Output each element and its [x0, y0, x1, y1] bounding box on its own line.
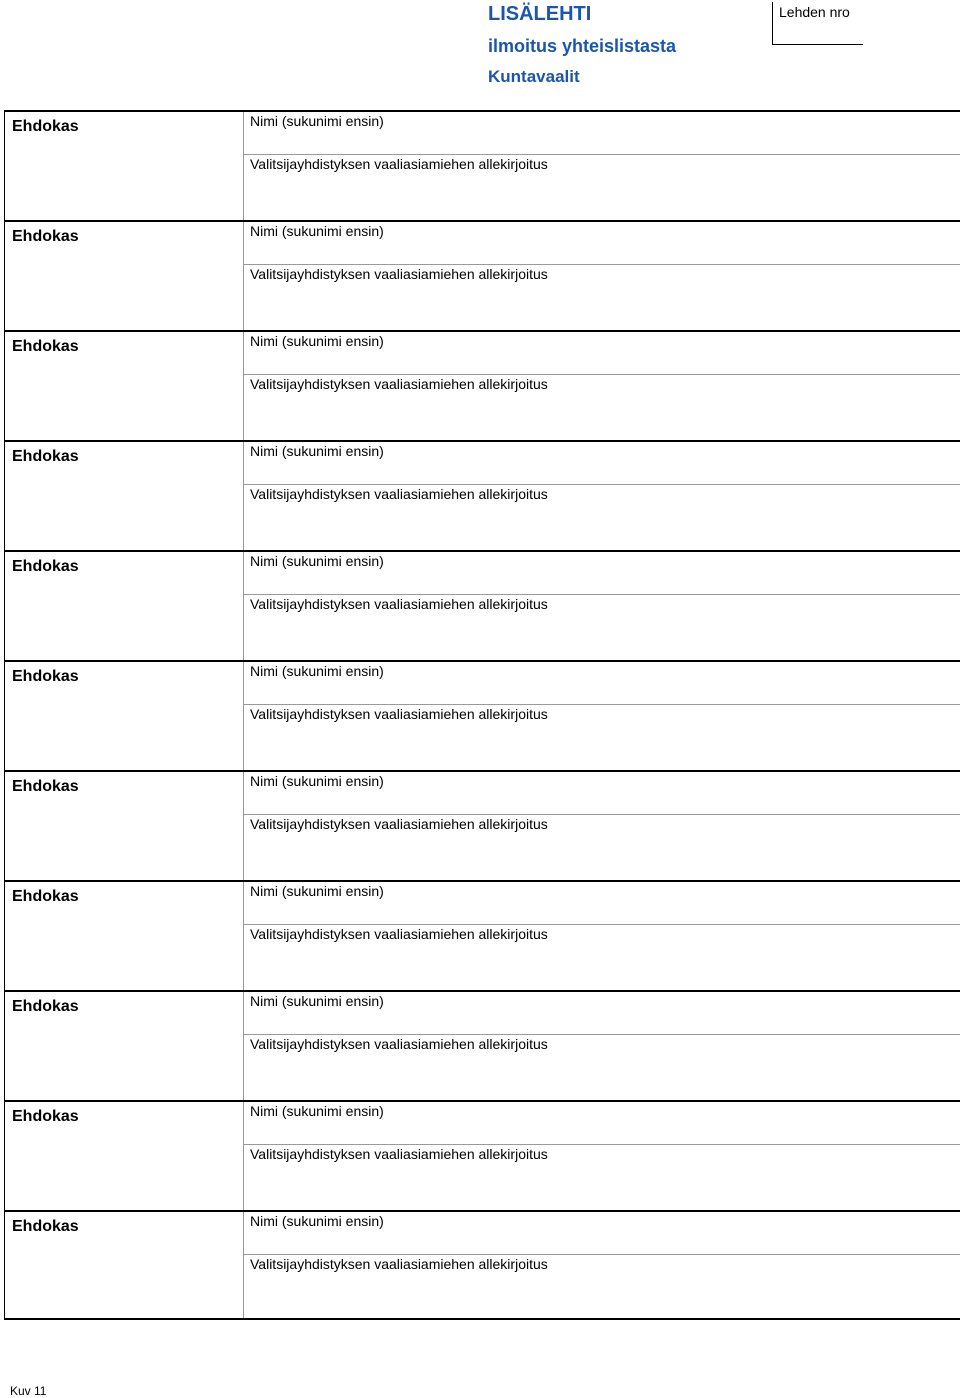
field-divider [243, 814, 960, 815]
field-divider [243, 704, 960, 705]
signature-field-label: Valitsijayhdistyksen vaaliasiamiehen allekirjoitus [250, 706, 548, 722]
candidate-label: Ehdokas [12, 558, 79, 575]
name-field-label: Nimi (sukunimi ensin) [250, 1103, 384, 1119]
field-divider [243, 1144, 960, 1145]
field-divider [243, 924, 960, 925]
field-divider [243, 1034, 960, 1035]
name-field-label: Nimi (sukunimi ensin) [250, 443, 384, 459]
signature-field-label: Valitsijayhdistyksen vaaliasiamiehen allekirjoitus [250, 486, 548, 502]
column-divider [243, 112, 244, 220]
candidate-label: Ehdokas [12, 448, 79, 465]
candidate-row [4, 330, 960, 440]
candidate-row [4, 880, 960, 990]
field-divider [243, 1254, 960, 1255]
name-field-label: Nimi (sukunimi ensin) [250, 553, 384, 569]
form-subtitle: ilmoitus yhteislistasta [488, 36, 677, 56]
field-divider [243, 374, 960, 375]
field-divider [243, 594, 960, 595]
signature-field-label: Valitsijayhdistyksen vaaliasiamiehen allekirjoitus [250, 926, 548, 942]
sheet-number-field[interactable] [772, 2, 863, 45]
field-divider [243, 264, 960, 265]
candidate-label: Ehdokas [12, 778, 79, 795]
name-field-label: Nimi (sukunimi ensin) [250, 883, 384, 899]
column-divider [243, 772, 244, 880]
candidate-label: Ehdokas [12, 1108, 79, 1125]
signature-field-label: Valitsijayhdistyksen vaaliasiamiehen allekirjoitus [250, 596, 548, 612]
candidate-label: Ehdokas [12, 118, 79, 135]
signature-field-label: Valitsijayhdistyksen vaaliasiamiehen allekirjoitus [250, 1036, 548, 1052]
candidate-row [4, 440, 960, 550]
name-field-label: Nimi (sukunimi ensin) [250, 663, 384, 679]
form-code: Kuv 11 [10, 1384, 47, 1398]
field-divider [243, 154, 960, 155]
column-divider [243, 552, 244, 660]
candidate-list [4, 110, 960, 1320]
signature-field-label: Valitsijayhdistyksen vaaliasiamiehen allekirjoitus [250, 816, 548, 832]
candidate-row [4, 770, 960, 880]
signature-field-label: Valitsijayhdistyksen vaaliasiamiehen allekirjoitus [250, 1256, 548, 1272]
form-title: LISÄLEHTI [488, 3, 592, 25]
column-divider [243, 332, 244, 440]
candidate-row [4, 110, 960, 220]
column-divider [243, 442, 244, 550]
candidate-label: Ehdokas [12, 998, 79, 1015]
candidate-row [4, 990, 960, 1100]
signature-field-label: Valitsijayhdistyksen vaaliasiamiehen allekirjoitus [250, 266, 548, 282]
column-divider [243, 1102, 244, 1210]
candidate-row [4, 1210, 960, 1320]
sheet-number-label: Lehden nro [779, 4, 850, 20]
name-field-label: Nimi (sukunimi ensin) [250, 1213, 384, 1229]
signature-field-label: Valitsijayhdistyksen vaaliasiamiehen allekirjoitus [250, 376, 548, 392]
name-field-label: Nimi (sukunimi ensin) [250, 333, 384, 349]
column-divider [243, 222, 244, 330]
name-field-label: Nimi (sukunimi ensin) [250, 113, 384, 129]
column-divider [243, 662, 244, 770]
column-divider [243, 1212, 244, 1318]
name-field-label: Nimi (sukunimi ensin) [250, 223, 384, 239]
name-field-label: Nimi (sukunimi ensin) [250, 773, 384, 789]
signature-field-label: Valitsijayhdistyksen vaaliasiamiehen allekirjoitus [250, 156, 548, 172]
election-type: Kuntavaalit [488, 67, 580, 86]
candidate-row [4, 660, 960, 770]
candidate-row [4, 550, 960, 660]
candidate-label: Ehdokas [12, 668, 79, 685]
candidate-label: Ehdokas [12, 338, 79, 355]
signature-field-label: Valitsijayhdistyksen vaaliasiamiehen allekirjoitus [250, 1146, 548, 1162]
column-divider [243, 992, 244, 1100]
candidate-row [4, 1100, 960, 1210]
column-divider [243, 882, 244, 990]
candidate-label: Ehdokas [12, 1218, 79, 1235]
candidate-label: Ehdokas [12, 888, 79, 905]
candidate-row [4, 220, 960, 330]
candidate-label: Ehdokas [12, 228, 79, 245]
name-field-label: Nimi (sukunimi ensin) [250, 993, 384, 1009]
field-divider [243, 484, 960, 485]
